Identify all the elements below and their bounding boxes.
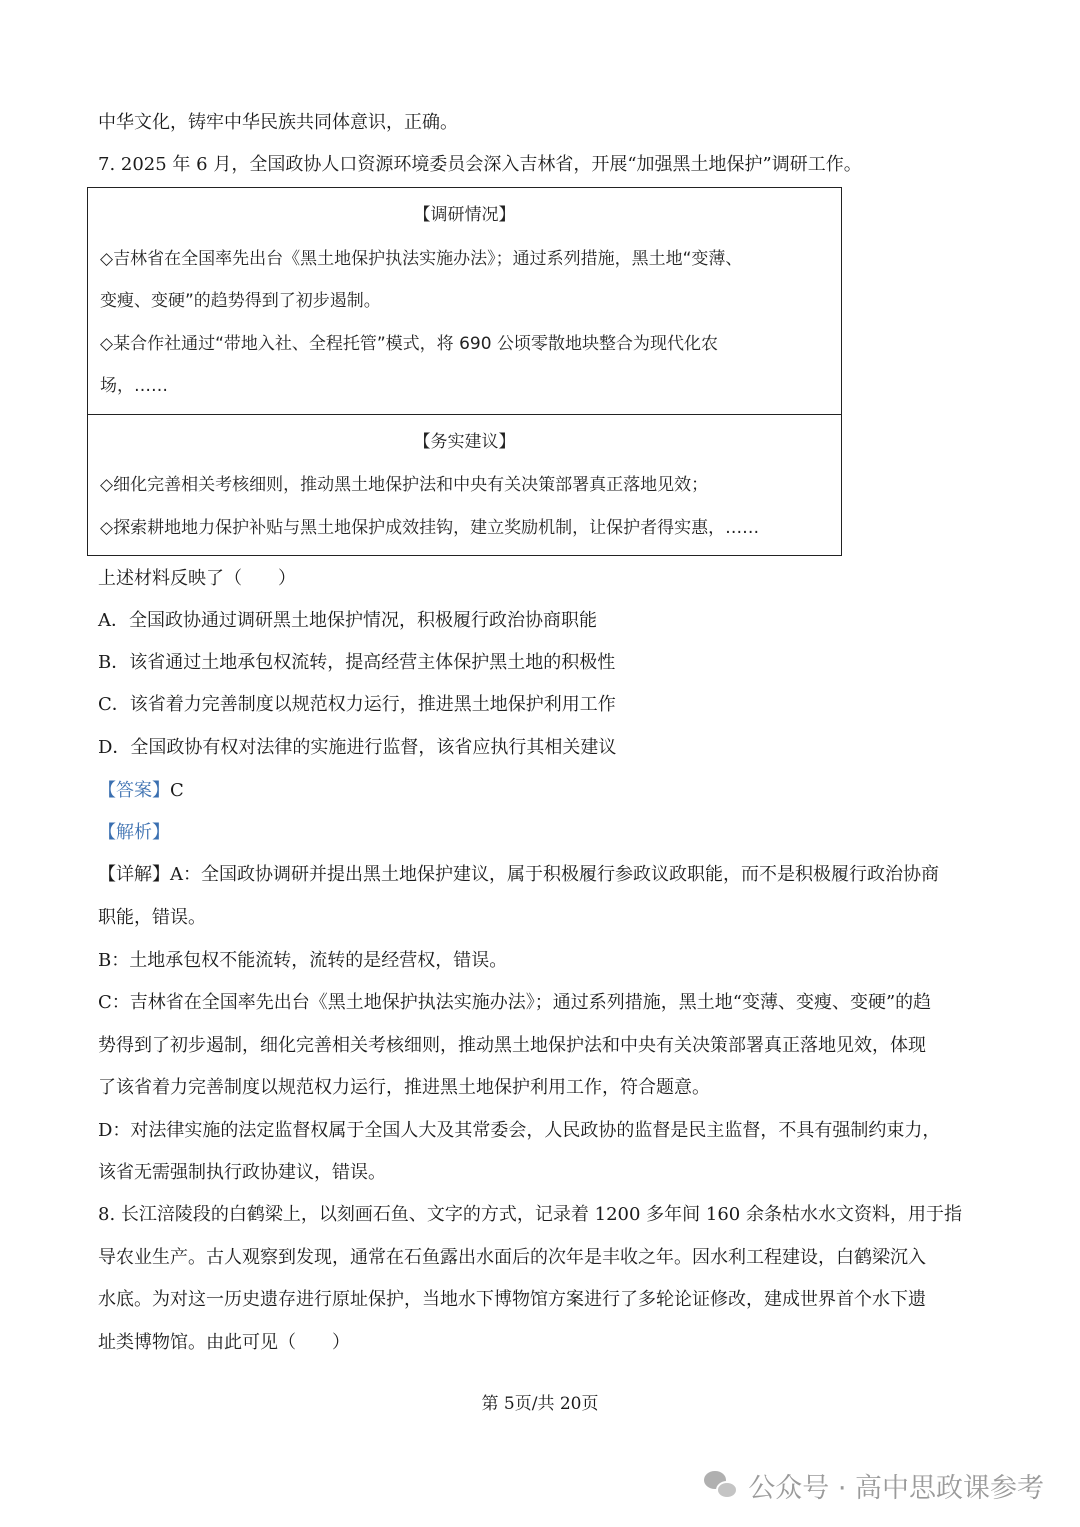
answer-value: C (170, 780, 184, 801)
detail-line: D：对法律实施的法定监督权属于全国人大及其常委会，人民政协的监督是民主监督，不具有强制约束力， (98, 1120, 941, 1141)
suggestion-line: ◇探索耕地地力保护补贴与黑土地保护成效挂钩，建立奖励机制，让保护者得实惠，…… (100, 518, 760, 538)
option-c: C．该省着力完善制度以规范权力运行，推进黑土地保护利用工作 (98, 694, 616, 715)
option-b: B．该省通过土地承包权流转，提高经营主体保护黑土地的积极性 (98, 652, 616, 673)
answer-tag: 【答案】 (98, 780, 170, 801)
research-line: 变瘦、变硬”的趋势得到了初步遏制。 (100, 291, 381, 311)
q8-line: 8. 长江涪陵段的白鹤梁上，以刻画石鱼、文字的方式，记录着 1200 多年间 160 余条枯水水文资料，用于指 (98, 1204, 962, 1225)
detail-line: B：土地承包权不能流转，流转的是经营权，错误。 (98, 950, 508, 971)
l1: 中华文化，铸牢中华民族共同体意识，正确。 (98, 112, 458, 133)
detail-text: A：全国政协调研并提出黑土地保护建议，属于积极履行参政议政职能，而不是积极履行政治协商 (170, 864, 939, 885)
research-line: ◇某合作社通过“带地入社、全程托管”模式，将 690 公顷零散地块整合为现代化农 (100, 334, 718, 354)
page-footer: 第 5页/共 20页 (481, 1394, 599, 1414)
suggestion-line: ◇细化完善相关考核细则，推动黑土地保护法和中央有关决策部署真正落地见效； (100, 475, 709, 495)
wechat-icon (704, 1471, 738, 1501)
detail-line: 职能，错误。 (98, 907, 206, 928)
analysis-tag: 【解析】 (98, 822, 170, 843)
watermark (704, 1466, 1044, 1505)
q8-line: 址类博物馆。由此可见（ ） (98, 1332, 350, 1353)
question-7-stem: 7. 2025 年 6 月，全国政协人口资源环境委员会深入吉林省，开展“加强黑土地保护”调研工作。 (98, 154, 862, 175)
q8-line: 导农业生产。古人观察到发现，通常在石鱼露出水面后的次年是丰收之年。因水利工程建设，白鹤梁沉入 (98, 1247, 926, 1268)
option-a: A．全国政协通过调研黑土地保护情况，积极履行政治协商职能 (98, 610, 597, 631)
research-line: 场，…… (100, 376, 168, 396)
research-title: 【调研情况】 (413, 205, 516, 225)
question-prompt: 上述材料反映了（ ） (98, 568, 296, 589)
analysis-line (98, 820, 988, 846)
research-box (87, 187, 842, 415)
option-d: D．全国政协有权对法律的实施进行监督，该省应执行其相关建议 (98, 737, 617, 758)
detail-line: 了该省着力完善制度以规范权力运行，推进黑土地保护利用工作，符合题意。 (98, 1077, 710, 1098)
answer-line (98, 778, 988, 804)
suggestion-box (87, 414, 842, 556)
detail-line: C：吉林省在全国率先出台《黑土地保护执法实施办法》；通过系列措施，黑土地“变薄、变瘦、变硬”的趋 (98, 992, 932, 1013)
detail-line: 势得到了初步遏制，细化完善相关考核细则，推动黑土地保护法和中央有关决策部署真正落地见效，体现 (98, 1035, 926, 1056)
suggestion-title: 【务实建议】 (413, 432, 516, 452)
detail-line (98, 862, 988, 888)
research-line: ◇吉林省在全国率先出台《黑土地保护执法实施办法》；通过系列措施，黑土地“变薄、 (100, 249, 743, 269)
detail-tag: 【详解】 (98, 864, 170, 885)
q8-line: 水底。为对这一历史遗存进行原址保护，当地水下博物馆方案进行了多轮论证修改，建成世界首个水下遗 (98, 1289, 926, 1310)
watermark-text: 公众号 · 高中思政课参考 (748, 1473, 1044, 1504)
detail-line: 该省无需强制执行政协建议，错误。 (98, 1162, 386, 1183)
